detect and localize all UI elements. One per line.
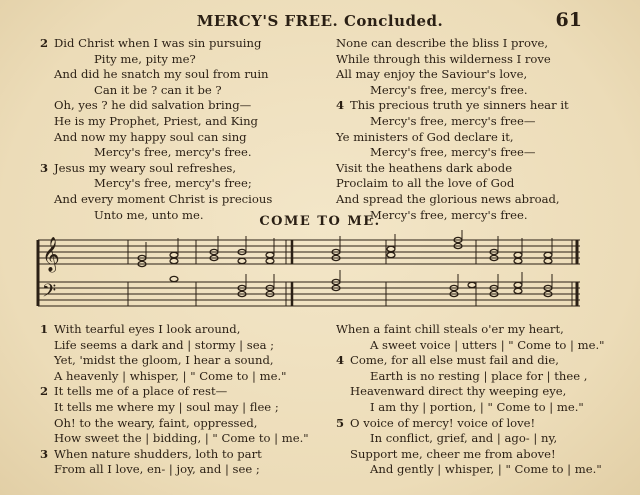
verse-text: From all I love, en- | joy, and | see ; bbox=[54, 462, 260, 477]
verse-line bbox=[336, 462, 602, 478]
verse-line bbox=[40, 114, 320, 130]
verses-bottom-left bbox=[40, 322, 330, 478]
verse-text: Mercy's free, mercy's free. bbox=[370, 207, 528, 222]
verse-line bbox=[336, 192, 586, 208]
verse-text: With tearful eyes I look around, bbox=[54, 322, 241, 336]
verse-line bbox=[40, 369, 330, 385]
verse-text: Oh, yes ? he did salvation bring— bbox=[54, 98, 252, 113]
treble-clef-icon: 𝄞 bbox=[42, 237, 60, 272]
verse-line bbox=[40, 416, 330, 432]
verse-text: Mercy's free, mercy's free. bbox=[94, 145, 252, 160]
verse-line bbox=[336, 145, 586, 161]
verse-line bbox=[336, 83, 586, 99]
verse-text: Did Christ when I was sin pursuing bbox=[54, 36, 262, 50]
verse-text: Earth is no resting | place for | thee , bbox=[370, 368, 588, 383]
verse-text: O voice of mercy! voice of love! bbox=[350, 415, 536, 430]
verse-line bbox=[40, 130, 320, 146]
verse-text: Mercy's free, mercy's free. bbox=[370, 82, 528, 97]
verse-number: 3 bbox=[40, 446, 49, 461]
verses-top-left bbox=[40, 36, 320, 223]
verse-text: When a faint chill steals o'er my heart, bbox=[336, 322, 564, 336]
verse-text: Oh! to the weary, faint, oppressed, bbox=[54, 415, 258, 430]
treble-staff bbox=[38, 240, 580, 264]
verse-line bbox=[40, 462, 330, 478]
verse-text: It tells me of a place of rest— bbox=[54, 384, 228, 399]
verse-text: When nature shudders, loth to part bbox=[54, 446, 262, 461]
verse-text: Life seems a dark and | stormy | sea ; bbox=[54, 337, 275, 352]
verse-text: And did he snatch my soul from ruin bbox=[54, 67, 269, 82]
verse-text: All may enjoy the Saviour's love, bbox=[336, 67, 528, 82]
verse-line bbox=[336, 447, 596, 463]
verse-line bbox=[40, 384, 330, 400]
verse-line bbox=[336, 130, 586, 146]
verse-line bbox=[336, 416, 596, 432]
verse-text: Can it be ? can it be ? bbox=[94, 82, 222, 97]
verse-line bbox=[40, 176, 320, 192]
section-title: COME TO ME. bbox=[259, 214, 381, 229]
verse-line bbox=[40, 400, 330, 416]
verse-text: And now my happy soul can sing bbox=[54, 129, 247, 144]
verse-text: A sweet voice | utters | " Come to | me." bbox=[370, 337, 605, 352]
music-score bbox=[36, 230, 582, 318]
verse-line bbox=[336, 400, 596, 416]
verses-top-right bbox=[336, 36, 586, 223]
verse-line bbox=[40, 67, 320, 83]
verse-line bbox=[336, 36, 586, 52]
verse-line bbox=[40, 83, 320, 99]
verse-text: Mercy's free, mercy's free— bbox=[370, 113, 536, 128]
verse-text: This precious truth ye sinners hear it bbox=[350, 98, 569, 113]
verse-line bbox=[336, 431, 596, 447]
verse-line bbox=[40, 338, 330, 354]
verse-text: Yet, 'midst the gloom, I hear a sound, bbox=[54, 353, 274, 368]
verse-line bbox=[336, 114, 586, 130]
verse-text: And spread the glorious news abroad, bbox=[336, 191, 560, 206]
verse-number: 2 bbox=[40, 36, 49, 50]
verse-number: 3 bbox=[40, 160, 49, 175]
verse-line bbox=[336, 67, 586, 83]
verse-line bbox=[336, 176, 586, 192]
verse-line bbox=[336, 384, 596, 400]
verse-line bbox=[40, 322, 330, 338]
verse-text: Pity me, pity me? bbox=[94, 51, 196, 66]
verse-line bbox=[336, 98, 586, 114]
verse-text: Come, for all else must fail and die, bbox=[350, 353, 559, 368]
verse-text: How sweet the | bidding, | " Come to | me." bbox=[54, 431, 309, 446]
verse-number: 5 bbox=[336, 415, 345, 430]
verse-text: Proclaim to all the love of God bbox=[336, 176, 515, 191]
verse-text: While through this wilderness I rove bbox=[336, 51, 551, 66]
page-number: 61 bbox=[555, 9, 582, 31]
bass-staff bbox=[38, 282, 580, 306]
verse-text: Mercy's free, mercy's free; bbox=[94, 176, 252, 191]
verse-text: None can describe the bliss I prove, bbox=[336, 36, 549, 50]
verse-text: I am thy | portion, | " Come to | me." bbox=[370, 399, 584, 414]
verse-text: And every moment Christ is precious bbox=[54, 191, 273, 206]
verse-line bbox=[336, 322, 596, 338]
verse-line bbox=[40, 161, 320, 177]
verse-text: Support me, cheer me from above! bbox=[350, 446, 556, 461]
verse-line bbox=[336, 52, 586, 68]
verse-text: It tells me where my | soul may | flee ; bbox=[54, 399, 279, 414]
verse-text: And gently | whisper, | " Come to | me." bbox=[370, 462, 602, 477]
verse-text: Mercy's free, mercy's free— bbox=[370, 145, 536, 160]
verse-number: 2 bbox=[40, 384, 49, 399]
verse-text: Visit the heathens dark abode bbox=[336, 160, 513, 175]
bass-clef-icon: 𝄢 bbox=[42, 281, 57, 306]
verse-line bbox=[336, 369, 596, 385]
verse-text: A heavenly | whisper, | " Come to | me." bbox=[54, 368, 287, 383]
verse-text: In conflict, grief, and | ago- | ny, bbox=[370, 431, 558, 446]
verse-text: He is my Prophet, Priest, and King bbox=[54, 113, 258, 128]
verses-bottom-right bbox=[336, 322, 605, 478]
verse-line bbox=[40, 36, 320, 52]
page-header-title: MERCY'S FREE. Concluded. bbox=[196, 12, 444, 30]
verse-number: 4 bbox=[336, 353, 345, 368]
verse-text: Jesus my weary soul refreshes, bbox=[54, 160, 237, 175]
verse-text: Heavenward direct thy weeping eye, bbox=[350, 384, 567, 399]
verse-line bbox=[40, 192, 320, 208]
verse-text: Unto me, unto me. bbox=[94, 207, 204, 222]
verse-number: 1 bbox=[40, 322, 49, 336]
verse-line bbox=[40, 98, 320, 114]
verse-line bbox=[40, 52, 320, 68]
verse-line bbox=[336, 353, 596, 369]
verse-line bbox=[336, 161, 586, 177]
verse-number: 4 bbox=[336, 98, 345, 113]
verse-line bbox=[40, 431, 330, 447]
verse-line bbox=[40, 353, 330, 369]
verse-line bbox=[336, 337, 605, 354]
verse-line bbox=[40, 447, 330, 463]
verse-line bbox=[40, 145, 320, 161]
verse-text: Ye ministers of God declare it, bbox=[336, 129, 514, 144]
